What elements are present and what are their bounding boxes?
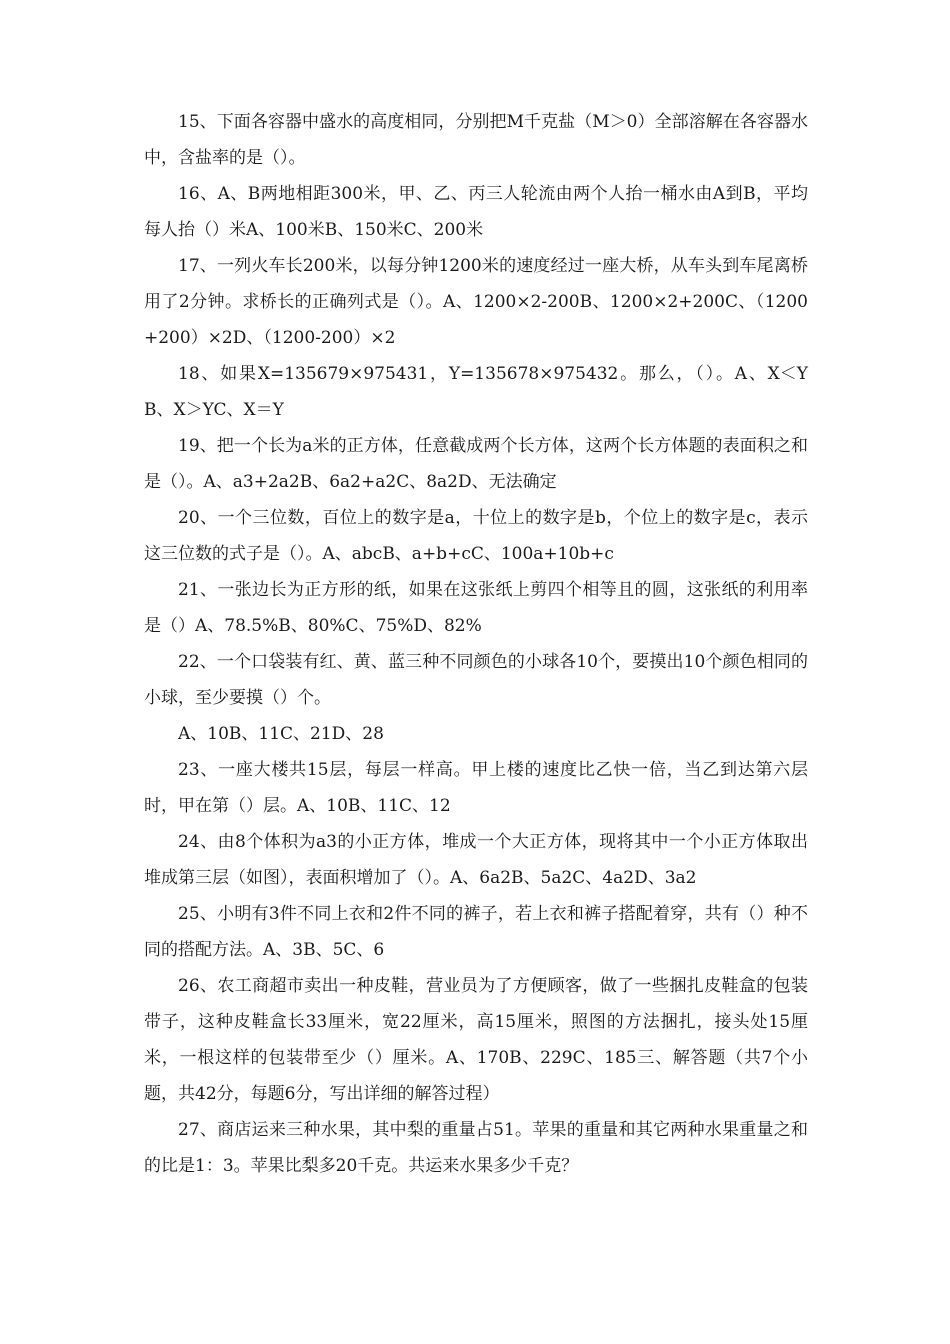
question-20: 20、一个三位数，百位上的数字是a，十位上的数字是b，个位上的数字是c，表示这三位数的式子是（）。A、abcB、a+b+cC、100a+10b+c [144, 508, 808, 564]
question-22: 22、一个口袋装有红、黄、蓝三种不同颜色的小球各10个，要摸出10个颜色相同的小球，至少要摸（）个。 [144, 652, 808, 708]
question-26: 26、农工商超市卖出一种皮鞋，营业员为了方便顾客，做了一些捆扎皮鞋盒的包装带子，这种皮鞋盒长33厘米，宽22厘米，高15厘米，照图的方法捆扎，接头处15厘米，一根这样的包装带至少（）厘米。A、170B、229C、185三、解答题（共7个小题，共42分，每题6分，写出详细的解答过程） [144, 976, 808, 1104]
question-22-options: A、10B、11C、21D、28 [178, 724, 384, 744]
question-19: 19、把一个长为a米的正方体，任意截成两个长方体，这两个长方体题的表面积之和是（）。A、a3+2a2B、6a2+a2C、8a2D、无法确定 [144, 436, 808, 492]
question-24: 24、由8个体积为a3的小正方体，堆成一个大正方体，现将其中一个小正方体取出堆成第三层（如图），表面积增加了（）。A、6a2B、5a2C、4a2D、3a2 [144, 832, 808, 888]
question-27: 27、商店运来三种水果，其中梨的重量占51。苹果的重量和其它两种水果重量之和的比是1：3。苹果比梨多20千克。共运来水果多少千克？ [144, 1120, 808, 1176]
question-16: 16、A、B两地相距300米，甲、乙、丙三人轮流由两个人抬一桶水由A到B，平均每人抬（）米A、100米B、150米C、200米 [144, 184, 808, 240]
question-25: 25、小明有3件不同上衣和2件不同的裤子，若上衣和裤子搭配着穿，共有（）种不同的搭配方法。A、3B、5C、6 [144, 904, 808, 960]
question-17: 17、一列火车长200米，以每分钟1200米的速度经过一座大桥，从车头到车尾离桥用了2分钟。求桥长的正确列式是（）。A、1200×2-200B、1200×2+200C、（1200+200）×2D、（1200-200）×2 [144, 256, 808, 348]
question-18: 18、如果X=135679×975431，Y=135678×975432。那么，（）。A、X＜YB、X＞YC、X＝Y [144, 364, 808, 420]
question-21: 21、一张边长为正方形的纸，如果在这张纸上剪四个相等且的圆，这张纸的利用率是（）A、78.5%B、80%C、75%D、82% [144, 580, 808, 636]
question-15: 15、下面各容器中盛水的高度相同，分别把M千克盐（M＞0）全部溶解在各容器水中，含盐率的是（）。 [144, 112, 808, 168]
question-23: 23、一座大楼共15层，每层一样高。甲上楼的速度比乙快一倍，当乙到达第六层时，甲在第（）层。A、10B、11C、12 [144, 760, 808, 816]
document-body [144, 104, 808, 1184]
